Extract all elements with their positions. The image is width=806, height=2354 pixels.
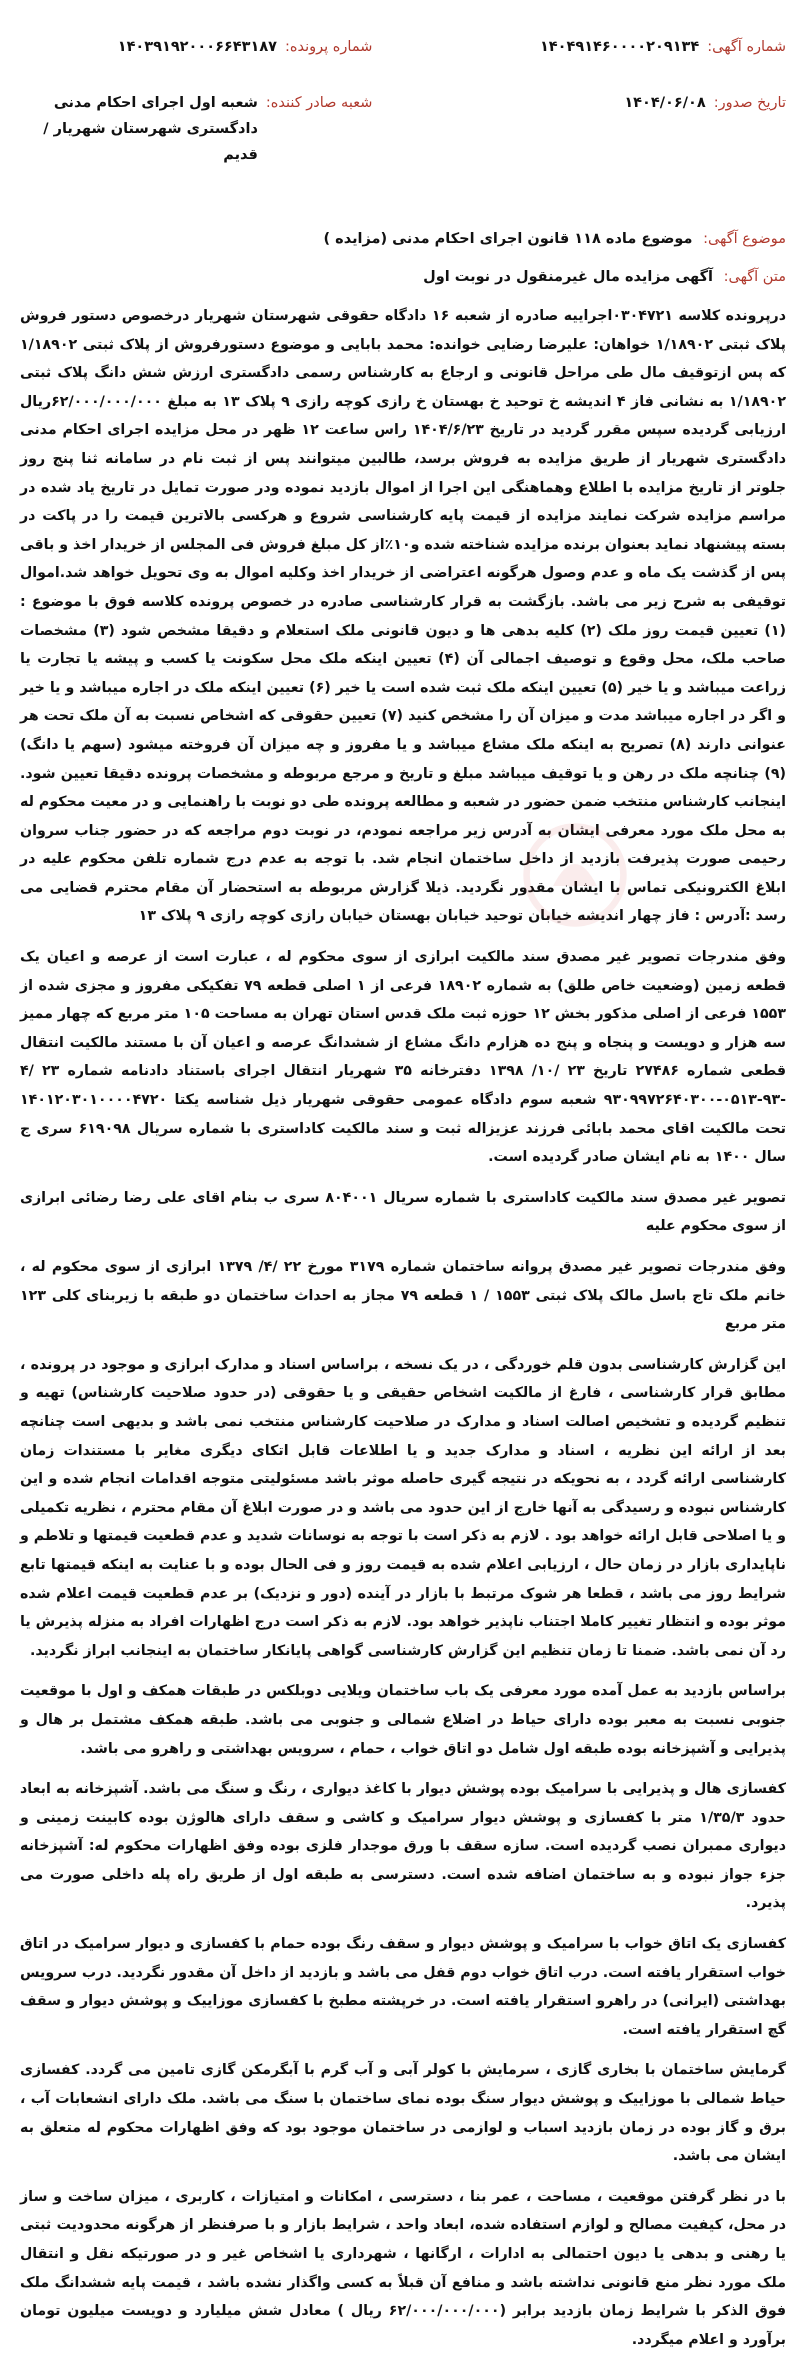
body-paragraph: این گزارش کارشناسی بدون قلم خوردگی ، در یک نسخه ، براساس اسناد و مدارک ابرازی و موجود در پرونده ، مطابق قرار کارشناسی ، فارغ از مالکیت اشخاص حقیقی و یا حقوقی (در حدود صلاحیت کارشناس) تهیه و تنظیم گردیده و تشخیص اصالت اسناد و مدارک در صلاحیت کارشناس منتخب نمی باشد و بدیهی است چنانچه بعد از ارائه این نظریه ، اسناد و مدارک جدید و یا اطلاعات قابل اتکای دیگری مغایر با مستندات زمان کارشناسی ارائه گردد ، به نحویکه در نتیجه گیری حاصله موثر باشد مسئولیتی متوجه اقدامات انجام شده و این کارشناس نبوده و رسیدگی به آنها خارج از این حدود می باشد و در صورت ابلاغ آن مقام محترم ، نظریه تکمیلی و یا اصلاحی قابل ارائه خواهد بود . لازم به ذکر است با توجه به نوسانات شدید و عدم قطعیت قیمتها و تلاطم و ناپایداری بازار در زمان حال ، ارزیابی اعلام شده به قیمت روز و فی الحال بوده و با عنایت به اینکه قیمتها تابع شرایط روز می باشد ، قطعا هر شوک مرتبط با بازار در آینده (دور و نزدیک) بر عدم قطعیت قیمت اعلام شده موثر بوده و انتظار تغییر کاملا اجتناب ناپذیر خواهد بود. لازم به ذکر است درج اظهارات افراد به منزله پذیرش یا رد آن نمی باشد. ضمنا تا زمان تنظیم این گزارش کارشناسی گواهی پایانکار ساختمان به اینجانب ابراز نگردید. [20,1356,786,1659]
notice-header [20,34,786,198]
text-title-label: متن آگهی: [723,269,786,285]
case-number-label: شماره پرونده: [285,39,373,55]
body-paragraph: کفسازی هال و پذیرایی با سرامیک بوده پوشش دیوار با کاغذ دیواری ، رنگ و سنگ می باشد. آشپزخانه به ابعاد حدود ۱/۳۵/۳ متر با کفسازی و پوشش دیوار سرامیک و کاشی و سقف دارای هالوژن بوده کابینت زمینی و دیواری ممبران نصب گردیده است. سازه سقف با ورق موجدار فلزی بوده وفق اظهارات محکوم له: آشپزخانه جزء جواز نبوده و به ساختمان اضافه شده است. دسترسی به طبقه اول از طریق راه پله داخلی صورت می پذیرد. [20,1781,786,1912]
issue-date-value: ۱۴۰۴/۰۶/۰۸ [624,95,706,111]
subject-value: موضوع ماده ۱۱۸ قانون اجرای احکام مدنی (مزایده ) [323,231,693,247]
body-paragraph: براساس بازدید به عمل آمده مورد معرفی یک باب ساختمان ویلایی دوبلکس در طبقات همکف و اول با موقعیت جنوبی نسبت به معبر بوده دارای حیاط در اضلاع شمالی و جنوبی می باشد. طبقه همکف مشتمل بر هال و پذیرایی و آشپزخانه بوده طبقه اول شامل دو اتاق خواب ، حمام ، سرویس بهداشتی و راهرو می باشد. [20,1683,786,1757]
text-title-value: آگهی مزایده مال غیرمنقول در نوبت اول [423,269,713,285]
case-number-row [20,34,372,60]
body-paragraph: درپرونده کلاسه ۰۳۰۴۷۲۱اجراییه صادره از شعبه ۱۶ دادگاه حقوقی شهرستان شهریار درخصوص دستور فروش پلاک ثبتی ۱/۱۸۹۰۲ خواهان: علیرضا رضایی خوانده: محمد بابایی و موضوع دستورفروش از پلاک ثبتی ۱/۱۸۹۰۲ که پس ازتوقیف مال طی مراحل قانونی و ارجاع به کارشناس رسمی دادگستری ارزش شش دانگ پلاک ثبتی ۱/۱۸۹۰۲ به نشانی فاز ۴ اندیشه خ توحید خ بهستان خ رازی کوچه رازی ۹ پلاک ۱۳ به مبلغ ۶۲/۰۰۰/۰۰۰/۰۰۰ریال ارزیابی گردیده سپس مقرر گردید در تاریخ ۱۴۰۴/۶/۲۳ راس ساعت ۱۲ ظهر در محل مزایده اجرای احکام مدنی دادگستری شهریار از طریق مزایده به فروش برسد، طالبین میتوانند پس از ثبت نام در سامانه ثنا پنج روز جلوتر از تاریخ مزایده با اطلاع وهماهنگی این اجرا از اموال بازدید نموده ودر صورت تمایل در تاریخ یاد شده در مراسم مزایده شرکت نمایند مزایده از قیمت پایه کارشناسی شروع و هرکسی بالاترین قیمت را در پاکت در بسته پیشنهاد نماید بعنوان برنده مزایده شناخته شده و۱۰٪از کل مبلغ فروش فی المجلس از خریدار اخذ و باقی پس از گذشت یک ماه و عدم وصول هرگونه اعتراضی از خریدار اخذ وکلیه اموال به وی تحویل خواهد شد.اموال توقیفی به شرح زیر می باشد. بازگشت به قرار کارشناسی صادره در خصوص پرونده کلاسه فوق با موضوع : (۱) تعیین قیمت روز ملک (۲) کلیه بدهی ها و دیون قانونی ملک استعلام و دقیقا مشخص شود (۳) مشخصات صاحب ملک، محل وقوع و توصیف اجمالی آن (۴) تعیین اینکه ملک محل سکونت یا کسب و پیشه یا تجارت یا زراعت میباشد و یا خیر (۵) تعیین اینکه ملک ثبت شده است یا خیر (۶) تعیین اینکه ملک در اجاره میباشد و یا خیر و اگر در اجاره میباشد مدت و میزان آن را مشخص کنید (۷) تعیین حقوقی که اشخاص نسبت به آن ملک تحت هر عنوانی دارند (۸) تصریح به اینکه ملک مشاع میباشد و یا مفروز و چه میزان آن فروخته میشود (سهم یا دانگ) (۹) چنانچه ملک در رهن و یا توقیف میباشد مبلغ و تاریخ و مرجع مربوطه و مشخصات پرونده دقیقا تعیین شود. اینجانب کارشناس منتخب ضمن حضور در شعبه و مطالعه پرونده طی دو نوبت با راهنمایی و در معیت محکوم له به محل ملک مورد معرفی ایشان به آدرس زیر مراجعه نمودم، در نوبت دوم مراجعه که در حضور جناب سروان رحیمی صورت پذیرفت بازدید از داخل ساختمان انجام شد. با توجه به عدم درج شماره تلفن محکوم علیه در ابلاغ الکترونیکی تماس با ایشان مقدور نگردید. ذیلا گزارش مربوطه به استحضار آن مقام محترم قضایی می رسد :آدرس : فاز چهار اندیشه خیابان توحید خیابان بهستان خیابان رازی کوچه رازی ۹ پلاک ۱۳ [20,308,787,925]
text-title-row [20,264,786,290]
issuer-label: شعبه صادر کننده: [265,95,373,111]
ad-number-label: شماره آگهی: [707,39,786,55]
header-left-column [20,34,372,198]
watermark-emblem-icon [520,820,630,930]
notice-body [20,302,786,2354]
ad-number-row [434,34,786,60]
body-paragraph: کفسازی یک اتاق خواب با سرامیک و پوشش دیوار و سقف رنگ بوده حمام با کفسازی و دیوار سرامیک در اتاق خواب استقرار یافته است. درب اتاق خواب دوم قفل می باشد و بازدید از داخل آن مقدور نگردید. درب سرویس بهداشتی (ایرانی) در راهرو استقرار یافته است. در خرپشته مطبخ با کفسازی موزاییک و پوشش دیوار و سقف گچ استقرار یافته است. [19,1936,786,2038]
body-paragraph: گرمایش ساختمان با بخاری گازی ، سرمایش با کولر آبی و آب گرم با آبگرمکن گازی تامین می گردد. کفسازی حیاط شمالی با موزاییک و پوشش دیوار سنگ بوده نمای ساختمان با سنگ می باشد. ملک دارای انشعابات آب ، برق و گاز بوده در زمان بازدید اسباب و لوازمی در ساختمان موجود بود که وفق اظهارات محکوم له متعلق به ایشان می باشد. [20,2062,786,2165]
issuer-row [20,90,372,168]
body-paragraph: وفق مندرجات تصویر غیر مصدق پروانه ساختمان شماره ۳۱۷۹ مورخ ۲۲ /۴/ ۱۳۷۹ ابرازی از سوی محکوم له ، خانم ملک تاج باسل مالک پلاک ثبتی ۱۵۵۳ / ۱ قطعه ۷۹ مجاز به احداث ساختمان دو طبقه با زیربنای کلی ۱۲۳ متر مربع [20,1259,786,1333]
body-paragraph: با در نظر گرفتن موقعیت ، مساحت ، عمر بنا ، دسترسی ، امکانات و امتیازات ، کاربری ، میزان ساخت و ساز در محل، کیفیت مصالح و لوازم استفاده شده، ابعاد واحد ، شرایط بازار و با صرفنظر از هرگونه محدودیت ثبتی یا رهنی و بدهی یا دیون احتمالی به ادارات ، ارگانها ، شهرداری یا اشخاص غیر و در صورتیکه نقل و انتقال ملک مورد نظر منع قانونی نداشته باشد و منافع آن قبلاً به کسی واگذار نشده باشد ، قیمت پایه ششدانگ ملک فوق الذکر با شرایط زمان بازدید برابر (۶۲/۰۰۰/۰۰۰/۰۰۰ ریال ) معادل شش میلیارد و دویست میلیون تومان برآورد و اعلام میگردد. [20,2188,787,2348]
issue-date-label: تاریخ صدور: [713,95,786,111]
subject-label: موضوع آگهی: [703,231,786,247]
subject-row [20,226,786,252]
body-paragraph: وفق مندرجات تصویر غیر مصدق سند مالکیت ابرازی از سوی محکوم له ، عبارت است از عرصه و اعیان یک قطعه زمین (وضعیت خاص طلق) به شماره ۱۸۹۰۲ فرعی از ۱ اصلی قطعه ۷۹ تفکیکی مفروز و مجزی شده از ۱۵۵۳ فرعی از اصلی مذکور بخش ۱۲ حوزه ثبت ملک قدس استان تهران به مساحت ۱۰۵ متر مربع که چهار ممیز سه هزار و دویست و پنجاه و پنج ده هزارم دانگ مشاع از ششدانگ عرصه و اعیان آن با مستند مالکیت انتقال قطعی شماره ۲۷۴۸۶ تاریخ ۲۳ /۱۰/ ۱۳۹۸ دفترخانه ۳۵ شهریار انتقال اجرای باستناد دادنامه شماره ۲۳ /۴ -۹۳-۰۵۱۳-۹۳۰۹۹۷۲۶۴۰۳۰۰ شعبه سوم دادگاه عمومی حقوقی شهریار ذیل شناسه یکتا ۱۴۰۱۲۰۳۰۱۰۰۰۰۴۷۲۰ تحت مالکیت اقای محمد بابائی فرزند عزیزاله ثبت و سند مالکیت کاداستری با شماره سریال ۶۱۹۰۹۸ سری ج سال ۱۴۰۰ به نام ایشان صادر گردیده است. [20,949,787,1166]
header-right-column [434,34,786,198]
issuer-value: شعبه اول اجرای احکام مدنی دادگستری شهرستان شهریار / قدیم [43,95,258,163]
issue-date-row [434,90,786,116]
body-paragraph: تصویر غیر مصدق سند مالکیت کاداستری با شماره سریال ۸۰۴۰۰۱ سری ب بنام اقای علی رضا رضائی ابرازی از سوی محکوم علیه [20,1189,786,1235]
ad-number-value: ۱۴۰۴۹۱۴۶۰۰۰۰۲۰۹۱۳۴ [539,39,700,55]
case-number-value: ۱۴۰۳۹۱۹۲۰۰۰۶۶۴۳۱۸۷ [117,39,278,55]
